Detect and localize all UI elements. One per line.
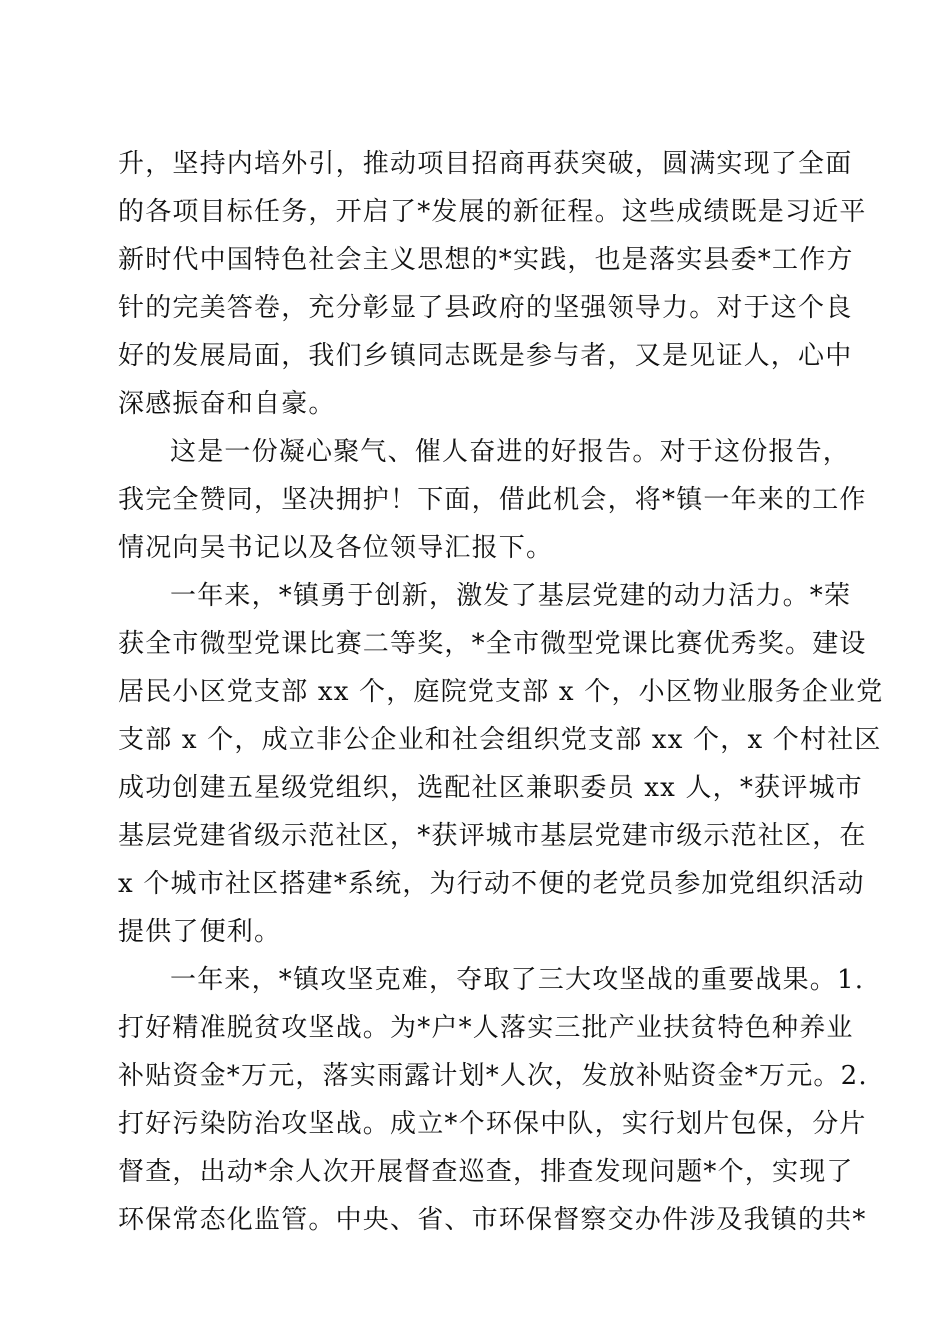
text-line: 好的发展局面，我们乡镇同志既是参与者，又是见证人，心中 <box>118 341 853 371</box>
text-line: x 个城市社区搭建*系统，为行动不便的老党员参加党组织活动 <box>118 869 865 899</box>
text-line: 补贴资金*万元，落实雨露计划*人次，发放补贴资金*万元。2. <box>118 1061 868 1091</box>
text-line: 督查，出动*余人次开展督查巡查，排查发现问题*个，实现了 <box>118 1157 854 1187</box>
text-line: 提供了便利。 <box>118 917 282 947</box>
text-line: 一年来，*镇攻坚克难，夺取了三大攻坚战的重要战果。1. <box>170 965 865 995</box>
paragraph-2 <box>118 428 867 572</box>
document-body <box>118 140 884 1244</box>
paragraph-3 <box>118 572 884 956</box>
text-line: 新时代中国特色社会主义思想的*实践，也是落实县委*工作方 <box>118 245 854 275</box>
text-line: 的各项目标任务，开启了*发展的新征程。这些成绩既是习近平 <box>118 197 867 227</box>
text-line: 支部 x 个，成立非公企业和社会组织党支部 xx 个，x 个村社区 <box>118 725 882 755</box>
text-line: 打好污染防治攻坚战。成立*个环保中队，实行划片包保，分片 <box>118 1109 867 1139</box>
text-line: 升，坚持内培外引，推动项目招商再获突破，圆满实现了全面 <box>118 149 853 179</box>
text-line: 获全市微型党课比赛二等奖，*全市微型党课比赛优秀奖。建设 <box>118 629 867 659</box>
text-line: 这是一份凝心聚气、催人奋进的好报告。对于这份报告， <box>170 437 851 467</box>
text-line: 环保常态化监管。中央、省、市环保督察交办件涉及我镇的共* <box>118 1205 867 1235</box>
text-line: 成功创建五星级党组织，选配社区兼职委员 xx 人，*获评城市 <box>118 773 863 803</box>
text-line: 深感振奋和自豪。 <box>118 389 336 419</box>
paragraph-4 <box>118 956 868 1244</box>
text-line: 居民小区党支部 xx 个，庭院党支部 x 个，小区物业服务企业党 <box>118 677 884 707</box>
text-line: 我完全赞同，坚决拥护！下面，借此机会，将*镇一年来的工作 <box>118 485 867 515</box>
text-line: 一年来，*镇勇于创新，激发了基层党建的动力活力。*荣 <box>170 581 852 611</box>
text-line: 情况向吴书记以及各位领导汇报下。 <box>118 533 554 563</box>
paragraph-1 <box>118 140 867 428</box>
text-line: 基层党建省级示范社区，*获评城市基层党建市级示范社区，在 <box>118 821 867 851</box>
text-line: 针的完美答卷，充分彰显了县政府的坚强领导力。对于这个良 <box>118 293 853 323</box>
text-line: 打好精准脱贫攻坚战。为*户*人落实三批产业扶贫特色种养业 <box>118 1013 854 1043</box>
